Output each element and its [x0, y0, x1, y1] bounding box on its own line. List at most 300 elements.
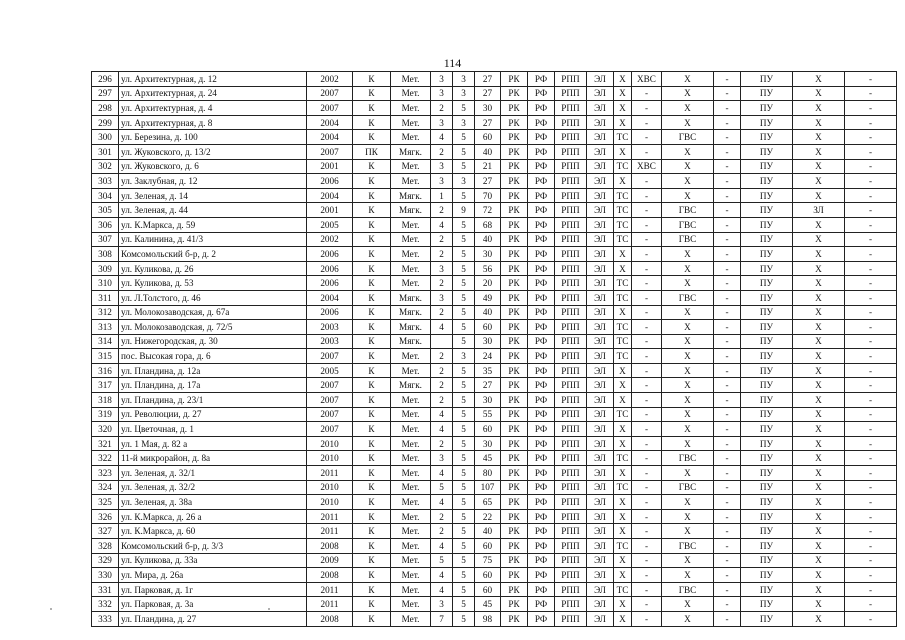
cell-floors: 5: [453, 568, 475, 583]
cell-hot-water: Х: [662, 72, 714, 87]
cell-metering: ПУ: [741, 290, 793, 305]
cell-roof-type: РПП: [555, 363, 587, 378]
cell-row-number: 298: [92, 101, 119, 116]
cell-wall-material: К: [353, 582, 391, 597]
cell-cold-water: -: [632, 320, 662, 335]
table-row: [92, 349, 897, 364]
cell-facade: РФ: [528, 72, 555, 87]
cell-apartments: 40: [475, 524, 501, 539]
cell-roof-material: Мет.: [391, 451, 431, 466]
cell-elevator: -: [845, 174, 897, 189]
cell-metering: ПУ: [741, 86, 793, 101]
cell-electricity: ЭЛ: [587, 276, 614, 291]
cell-hot-water: Х: [662, 276, 714, 291]
cell-address: ул. Заклубная, д. 12: [119, 174, 307, 189]
cell-electricity: ЭЛ: [587, 495, 614, 510]
cell-foundation: РК: [501, 217, 528, 232]
table-row: [92, 597, 897, 612]
cell-foundation: РК: [501, 174, 528, 189]
cell-roof-material: Мет.: [391, 495, 431, 510]
cell-wall-material: К: [353, 159, 391, 174]
cell-foundation: РК: [501, 247, 528, 262]
cell-heating: Х: [614, 611, 632, 626]
cell-hot-water: Х: [662, 144, 714, 159]
table-row: [92, 436, 897, 451]
cell-gas: -: [714, 247, 741, 262]
cell-entrances: 1: [431, 188, 453, 203]
cell-elevator: -: [845, 86, 897, 101]
cell-floors: 5: [453, 247, 475, 262]
cell-apartments: 60: [475, 320, 501, 335]
cell-floors: 5: [453, 232, 475, 247]
cell-gas: -: [714, 451, 741, 466]
cell-roof-type: РПП: [555, 553, 587, 568]
cell-gas: -: [714, 101, 741, 116]
cell-entrances: 4: [431, 130, 453, 145]
cell-wall-material: К: [353, 261, 391, 276]
cell-apartments: 27: [475, 378, 501, 393]
cell-cold-water: -: [632, 553, 662, 568]
cell-floors: 5: [453, 582, 475, 597]
table-row: [92, 363, 897, 378]
cell-entrances: 2: [431, 232, 453, 247]
cell-address: ул. Молокозаводская, д. 72/5: [119, 320, 307, 335]
cell-heating: Х: [614, 393, 632, 408]
cell-elevator: -: [845, 101, 897, 116]
cell-entrances: 2: [431, 393, 453, 408]
cell-sewerage: Х: [793, 144, 845, 159]
table-row: [92, 539, 897, 554]
cell-hot-water: Х: [662, 247, 714, 262]
cell-roof-type: РПП: [555, 276, 587, 291]
cell-cold-water: -: [632, 174, 662, 189]
cell-metering: ПУ: [741, 466, 793, 481]
cell-wall-material: К: [353, 130, 391, 145]
cell-facade: РФ: [528, 582, 555, 597]
cell-electricity: ЭЛ: [587, 363, 614, 378]
cell-address: ул. Зеленая, д. 14: [119, 188, 307, 203]
cell-heating: ТС: [614, 451, 632, 466]
cell-year-built: 2007: [307, 393, 353, 408]
cell-floors: 5: [453, 611, 475, 626]
cell-entrances: 4: [431, 407, 453, 422]
cell-row-number: 312: [92, 305, 119, 320]
cell-metering: ПУ: [741, 539, 793, 554]
cell-electricity: ЭЛ: [587, 349, 614, 364]
table-row: [92, 261, 897, 276]
cell-heating: ТС: [614, 188, 632, 203]
table-row: [92, 247, 897, 262]
cell-address: Комсомольский б-р, д. 2: [119, 247, 307, 262]
cell-roof-material: Мет.: [391, 159, 431, 174]
cell-facade: РФ: [528, 378, 555, 393]
cell-roof-material: Мет.: [391, 276, 431, 291]
cell-elevator: -: [845, 582, 897, 597]
cell-foundation: РК: [501, 320, 528, 335]
cell-roof-material: Мет.: [391, 597, 431, 612]
cell-sewerage: Х: [793, 611, 845, 626]
table-row: [92, 480, 897, 495]
cell-electricity: ЭЛ: [587, 247, 614, 262]
cell-metering: ПУ: [741, 509, 793, 524]
table-row: [92, 144, 897, 159]
cell-elevator: -: [845, 524, 897, 539]
cell-metering: ПУ: [741, 393, 793, 408]
cell-elevator: -: [845, 290, 897, 305]
cell-sewerage: Х: [793, 305, 845, 320]
cell-apartments: 70: [475, 188, 501, 203]
cell-gas: -: [714, 611, 741, 626]
cell-year-built: 2003: [307, 334, 353, 349]
cell-hot-water: Х: [662, 334, 714, 349]
cell-roof-material: Мет.: [391, 553, 431, 568]
cell-metering: ПУ: [741, 232, 793, 247]
cell-floors: 5: [453, 422, 475, 437]
cell-floors: 5: [453, 407, 475, 422]
cell-cold-water: -: [632, 217, 662, 232]
cell-year-built: 2007: [307, 407, 353, 422]
cell-row-number: 306: [92, 217, 119, 232]
cell-cold-water: -: [632, 261, 662, 276]
cell-row-number: 307: [92, 232, 119, 247]
cell-sewerage: Х: [793, 72, 845, 87]
table-row: [92, 188, 897, 203]
cell-foundation: РК: [501, 393, 528, 408]
cell-wall-material: К: [353, 611, 391, 626]
cell-sewerage: Х: [793, 232, 845, 247]
cell-foundation: РК: [501, 349, 528, 364]
cell-elevator: -: [845, 217, 897, 232]
cell-roof-type: РПП: [555, 232, 587, 247]
cell-row-number: 311: [92, 290, 119, 305]
cell-gas: -: [714, 159, 741, 174]
cell-gas: -: [714, 86, 741, 101]
cell-row-number: 303: [92, 174, 119, 189]
cell-foundation: РК: [501, 232, 528, 247]
cell-facade: РФ: [528, 363, 555, 378]
cell-metering: ПУ: [741, 305, 793, 320]
cell-roof-material: Мет.: [391, 174, 431, 189]
cell-floors: 5: [453, 276, 475, 291]
cell-floors: 5: [453, 290, 475, 305]
cell-elevator: -: [845, 188, 897, 203]
cell-address: ул. Молокозаводская, д. 67а: [119, 305, 307, 320]
cell-electricity: ЭЛ: [587, 72, 614, 87]
cell-entrances: 4: [431, 568, 453, 583]
cell-electricity: ЭЛ: [587, 539, 614, 554]
cell-sewerage: Х: [793, 597, 845, 612]
cell-roof-type: РПП: [555, 495, 587, 510]
cell-gas: -: [714, 422, 741, 437]
cell-wall-material: К: [353, 436, 391, 451]
cell-row-number: 300: [92, 130, 119, 145]
cell-cold-water: -: [632, 203, 662, 218]
cell-facade: РФ: [528, 480, 555, 495]
cell-address: ул. Куликова, д. 26: [119, 261, 307, 276]
cell-row-number: 308: [92, 247, 119, 262]
cell-electricity: ЭЛ: [587, 451, 614, 466]
cell-foundation: РК: [501, 466, 528, 481]
cell-electricity: ЭЛ: [587, 217, 614, 232]
cell-facade: РФ: [528, 334, 555, 349]
table-row: [92, 568, 897, 583]
cell-elevator: -: [845, 422, 897, 437]
cell-foundation: РК: [501, 568, 528, 583]
cell-cold-water: -: [632, 86, 662, 101]
cell-heating: ТС: [614, 349, 632, 364]
cell-gas: -: [714, 72, 741, 87]
cell-row-number: 319: [92, 407, 119, 422]
cell-metering: ПУ: [741, 451, 793, 466]
cell-facade: РФ: [528, 276, 555, 291]
cell-roof-type: РПП: [555, 568, 587, 583]
cell-cold-water: -: [632, 495, 662, 510]
cell-entrances: 4: [431, 495, 453, 510]
cell-gas: -: [714, 553, 741, 568]
cell-foundation: РК: [501, 524, 528, 539]
cell-entrances: 2: [431, 363, 453, 378]
cell-cold-water: -: [632, 480, 662, 495]
table-row: [92, 276, 897, 291]
cell-wall-material: К: [353, 378, 391, 393]
cell-hot-water: Х: [662, 611, 714, 626]
cell-roof-material: Мягк.: [391, 290, 431, 305]
cell-row-number: 305: [92, 203, 119, 218]
cell-address: ул. Парковая, д. 1г: [119, 582, 307, 597]
cell-roof-material: Мягк.: [391, 320, 431, 335]
cell-year-built: 2006: [307, 247, 353, 262]
cell-hot-water: Х: [662, 86, 714, 101]
cell-roof-material: Мет.: [391, 130, 431, 145]
cell-cold-water: -: [632, 509, 662, 524]
cell-wall-material: К: [353, 115, 391, 130]
cell-year-built: 2006: [307, 174, 353, 189]
cell-electricity: ЭЛ: [587, 582, 614, 597]
cell-hot-water: Х: [662, 495, 714, 510]
cell-cold-water: -: [632, 568, 662, 583]
cell-apartments: 72: [475, 203, 501, 218]
cell-cold-water: -: [632, 393, 662, 408]
cell-apartments: 27: [475, 86, 501, 101]
cell-address: ул. Архитектурная, д. 24: [119, 86, 307, 101]
cell-entrances: 3: [431, 86, 453, 101]
cell-gas: -: [714, 174, 741, 189]
cell-roof-type: РПП: [555, 334, 587, 349]
cell-cold-water: -: [632, 144, 662, 159]
cell-metering: ПУ: [741, 349, 793, 364]
cell-gas: -: [714, 597, 741, 612]
cell-elevator: -: [845, 597, 897, 612]
cell-heating: ТС: [614, 276, 632, 291]
cell-cold-water: -: [632, 466, 662, 481]
cell-gas: -: [714, 524, 741, 539]
cell-facade: РФ: [528, 611, 555, 626]
cell-metering: ПУ: [741, 378, 793, 393]
cell-heating: ТС: [614, 159, 632, 174]
cell-elevator: -: [845, 553, 897, 568]
cell-foundation: РК: [501, 451, 528, 466]
cell-roof-material: Мет.: [391, 539, 431, 554]
cell-roof-material: Мет.: [391, 115, 431, 130]
cell-wall-material: К: [353, 232, 391, 247]
cell-floors: 3: [453, 115, 475, 130]
cell-hot-water: Х: [662, 393, 714, 408]
cell-floors: 5: [453, 466, 475, 481]
cell-cold-water: -: [632, 582, 662, 597]
cell-address: пос. Высокая гора, д. 6: [119, 349, 307, 364]
cell-electricity: ЭЛ: [587, 611, 614, 626]
cell-wall-material: К: [353, 407, 391, 422]
cell-hot-water: Х: [662, 320, 714, 335]
cell-foundation: РК: [501, 159, 528, 174]
cell-elevator: -: [845, 349, 897, 364]
cell-apartments: 65: [475, 495, 501, 510]
table-row: [92, 320, 897, 335]
cell-roof-type: РПП: [555, 101, 587, 116]
cell-roof-type: РПП: [555, 203, 587, 218]
cell-entrances: 5: [431, 553, 453, 568]
cell-hot-water: ГВС: [662, 451, 714, 466]
cell-cold-water: -: [632, 597, 662, 612]
cell-year-built: 2009: [307, 553, 353, 568]
cell-roof-type: РПП: [555, 320, 587, 335]
cell-apartments: 30: [475, 101, 501, 116]
cell-metering: ПУ: [741, 553, 793, 568]
cell-entrances: 4: [431, 217, 453, 232]
cell-address: ул. Березина, д. 100: [119, 130, 307, 145]
cell-entrances: 2: [431, 276, 453, 291]
cell-apartments: 24: [475, 349, 501, 364]
cell-metering: ПУ: [741, 582, 793, 597]
cell-metering: ПУ: [741, 320, 793, 335]
cell-entrances: 4: [431, 582, 453, 597]
cell-facade: РФ: [528, 553, 555, 568]
cell-roof-material: Мягк.: [391, 305, 431, 320]
cell-cold-water: ХВС: [632, 72, 662, 87]
cell-metering: ПУ: [741, 101, 793, 116]
cell-heating: Х: [614, 509, 632, 524]
cell-cold-water: -: [632, 115, 662, 130]
cell-heating: ТС: [614, 290, 632, 305]
cell-entrances: 7: [431, 611, 453, 626]
cell-roof-type: РПП: [555, 305, 587, 320]
cell-hot-water: ГВС: [662, 203, 714, 218]
cell-foundation: РК: [501, 539, 528, 554]
cell-facade: РФ: [528, 422, 555, 437]
cell-year-built: 2010: [307, 436, 353, 451]
cell-facade: РФ: [528, 144, 555, 159]
cell-gas: -: [714, 436, 741, 451]
cell-metering: ПУ: [741, 247, 793, 262]
cell-address: ул. Цветочная, д. 1: [119, 422, 307, 437]
cell-wall-material: К: [353, 101, 391, 116]
cell-apartments: 30: [475, 247, 501, 262]
cell-elevator: -: [845, 451, 897, 466]
cell-gas: -: [714, 407, 741, 422]
cell-floors: 5: [453, 101, 475, 116]
cell-apartments: 68: [475, 217, 501, 232]
cell-gas: -: [714, 217, 741, 232]
cell-sewerage: Х: [793, 480, 845, 495]
cell-elevator: -: [845, 363, 897, 378]
cell-wall-material: К: [353, 509, 391, 524]
cell-year-built: 2007: [307, 422, 353, 437]
cell-elevator: -: [845, 247, 897, 262]
cell-address: ул. Парковая, д. 3а: [119, 597, 307, 612]
cell-elevator: -: [845, 393, 897, 408]
cell-address: ул. Зеленая, д. 32/2: [119, 480, 307, 495]
cell-roof-material: Мягк.: [391, 188, 431, 203]
cell-hot-water: Х: [662, 101, 714, 116]
cell-facade: РФ: [528, 407, 555, 422]
cell-sewerage: Х: [793, 582, 845, 597]
cell-heating: ТС: [614, 217, 632, 232]
cell-roof-type: РПП: [555, 261, 587, 276]
cell-hot-water: ГВС: [662, 582, 714, 597]
cell-gas: -: [714, 495, 741, 510]
cell-gas: -: [714, 466, 741, 481]
cell-facade: РФ: [528, 568, 555, 583]
cell-wall-material: К: [353, 597, 391, 612]
cell-row-number: 331: [92, 582, 119, 597]
cell-apartments: 45: [475, 451, 501, 466]
cell-foundation: РК: [501, 553, 528, 568]
cell-metering: ПУ: [741, 130, 793, 145]
cell-facade: РФ: [528, 320, 555, 335]
cell-roof-type: РПП: [555, 451, 587, 466]
cell-entrances: 2: [431, 436, 453, 451]
cell-electricity: ЭЛ: [587, 480, 614, 495]
cell-hot-water: Х: [662, 422, 714, 437]
cell-metering: ПУ: [741, 480, 793, 495]
cell-year-built: 2007: [307, 378, 353, 393]
cell-electricity: ЭЛ: [587, 174, 614, 189]
cell-foundation: РК: [501, 509, 528, 524]
cell-wall-material: К: [353, 466, 391, 481]
cell-row-number: 318: [92, 393, 119, 408]
cell-foundation: РК: [501, 480, 528, 495]
cell-floors: 5: [453, 597, 475, 612]
cell-wall-material: К: [353, 363, 391, 378]
cell-facade: РФ: [528, 159, 555, 174]
cell-sewerage: Х: [793, 393, 845, 408]
cell-roof-material: Мет.: [391, 101, 431, 116]
cell-hot-water: Х: [662, 188, 714, 203]
cell-wall-material: К: [353, 203, 391, 218]
cell-wall-material: К: [353, 539, 391, 554]
cell-wall-material: К: [353, 86, 391, 101]
cell-entrances: [431, 334, 453, 349]
cell-heating: Х: [614, 378, 632, 393]
cell-entrances: 2: [431, 524, 453, 539]
table-row: [92, 553, 897, 568]
cell-foundation: РК: [501, 407, 528, 422]
cell-row-number: 323: [92, 466, 119, 481]
cell-metering: ПУ: [741, 407, 793, 422]
cell-floors: 5: [453, 144, 475, 159]
cell-apartments: 40: [475, 232, 501, 247]
cell-roof-type: РПП: [555, 539, 587, 554]
cell-elevator: -: [845, 203, 897, 218]
cell-entrances: 2: [431, 203, 453, 218]
cell-cold-water: ХВС: [632, 159, 662, 174]
cell-cold-water: -: [632, 305, 662, 320]
cell-electricity: ЭЛ: [587, 86, 614, 101]
cell-roof-material: Мет.: [391, 232, 431, 247]
cell-heating: Х: [614, 261, 632, 276]
cell-floors: 3: [453, 86, 475, 101]
cell-sewerage: ЗЛ: [793, 203, 845, 218]
